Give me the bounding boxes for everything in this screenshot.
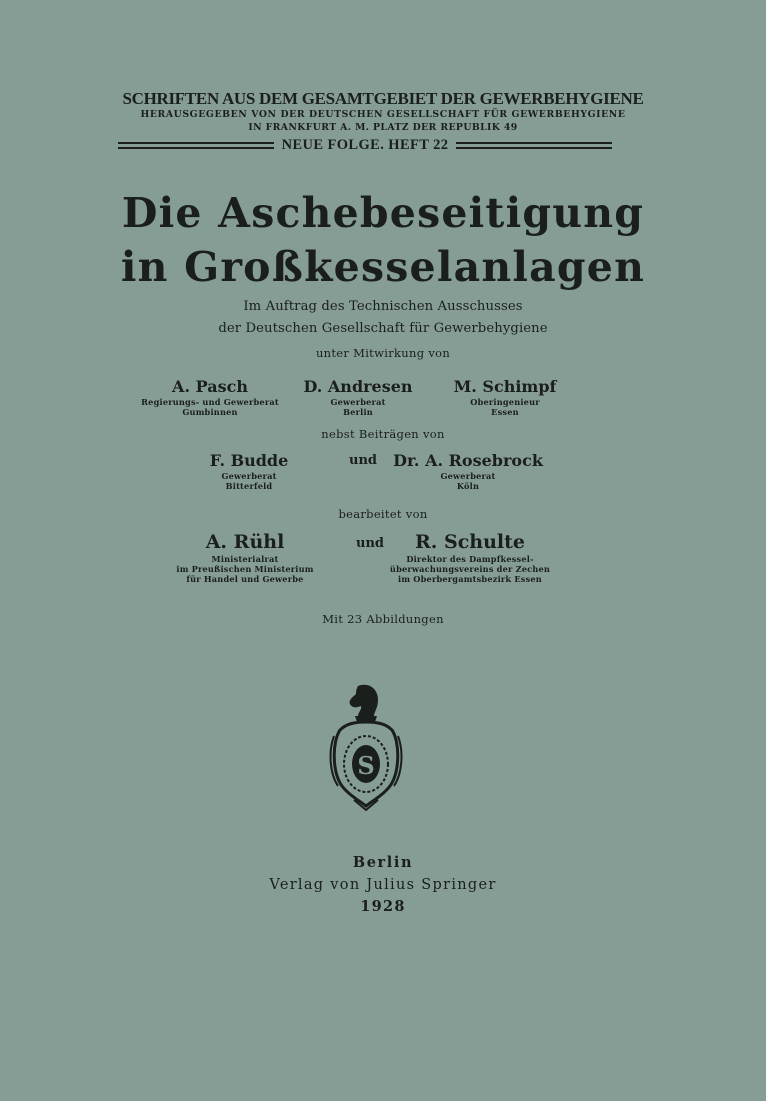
imprint-city: Berlin (352, 854, 414, 871)
person-place: Gumbinnen (182, 407, 238, 417)
person-role: Gewerberat (330, 397, 386, 407)
person-line: im Preußischen Ministerium (176, 564, 314, 574)
contributor-rosebrock (393, 451, 543, 491)
book-title (0, 186, 766, 294)
editors-connector: und (356, 536, 384, 551)
illustrations-note: Mit 23 Abbildungen (322, 612, 444, 626)
person-place: Bitterfeld (225, 481, 273, 491)
person-line: für Handel und Gewerbe (186, 574, 304, 584)
series-issue-row (118, 136, 612, 154)
contributors-connector: und (349, 453, 377, 468)
book-title-line-2: in Großkesselanlagen (120, 243, 646, 291)
series-title: SCHRIFTEN AUS DEM GESAMTGEBIET DER GEWERBEHYGIENE (122, 89, 644, 108)
subtitle-line-2: der Deutschen Gesellschaft für Gewerbehygiene (218, 321, 548, 336)
person-line: Direktor des Dampfkessel- (406, 554, 534, 564)
svg-text:S: S (357, 751, 375, 780)
person-name: F. Budde (209, 451, 289, 470)
person-line: im Oberbergamtsbezirk Essen (398, 574, 542, 584)
series-publisher-line: HERAUSGEGEBEN VON DER DEUTSCHEN GESELLSCHAFT FÜR GEWERBEHYGIENE (140, 109, 626, 120)
editor-ruehl (176, 530, 313, 584)
person-name: A. Pasch (172, 377, 248, 396)
imprint-publisher: Verlag von Julius Springer (269, 877, 497, 893)
person-role: Gewerberat (440, 471, 496, 481)
editors-intro: bearbeitet von (338, 507, 428, 521)
person-line: Ministerialrat (211, 554, 279, 564)
person-name: Dr. A. Rosebrock (393, 451, 543, 470)
editor-schulte (390, 530, 550, 584)
subtitle-line-1: Im Auftrag des Technischen Ausschusses (243, 299, 523, 314)
person-place: Berlin (343, 407, 373, 417)
imprint (0, 852, 766, 918)
person-name: A. Rühl (205, 531, 285, 553)
person-role: Gewerberat (221, 471, 277, 481)
person-role: Oberingenieur (470, 397, 540, 407)
imprint-year: 1928 (360, 898, 406, 915)
series-issue: NEUE FOLGE. HEFT 22 (281, 136, 449, 153)
double-rule-right (456, 142, 612, 149)
collaborator-schimpf (454, 377, 557, 417)
person-place: Essen (491, 407, 519, 417)
collaborators-intro: unter Mitwirkung von (315, 346, 451, 360)
person-name: R. Schulte (414, 531, 526, 553)
book-subtitle (0, 296, 766, 340)
person-role: Regierungs- und Gewerberat (141, 397, 279, 407)
person-name: M. Schimpf (453, 377, 557, 396)
person-name: D. Andresen (303, 377, 413, 396)
series-address-line: IN FRANKFURT A. M. PLATZ DER REPUBLIK 49 (248, 122, 518, 133)
person-place: Köln (456, 481, 480, 491)
book-title-line-1: Die Aschebeseitigung (121, 189, 645, 237)
contributor-budde (210, 451, 289, 491)
springer-knight-emblem-icon (328, 682, 404, 812)
collaborator-pasch (141, 377, 279, 417)
collaborator-andresen (303, 377, 412, 417)
person-line: überwachungsvereins der Zechen (389, 564, 551, 574)
double-rule-left (118, 142, 274, 149)
contributors-intro: nebst Beiträgen von (321, 427, 445, 441)
